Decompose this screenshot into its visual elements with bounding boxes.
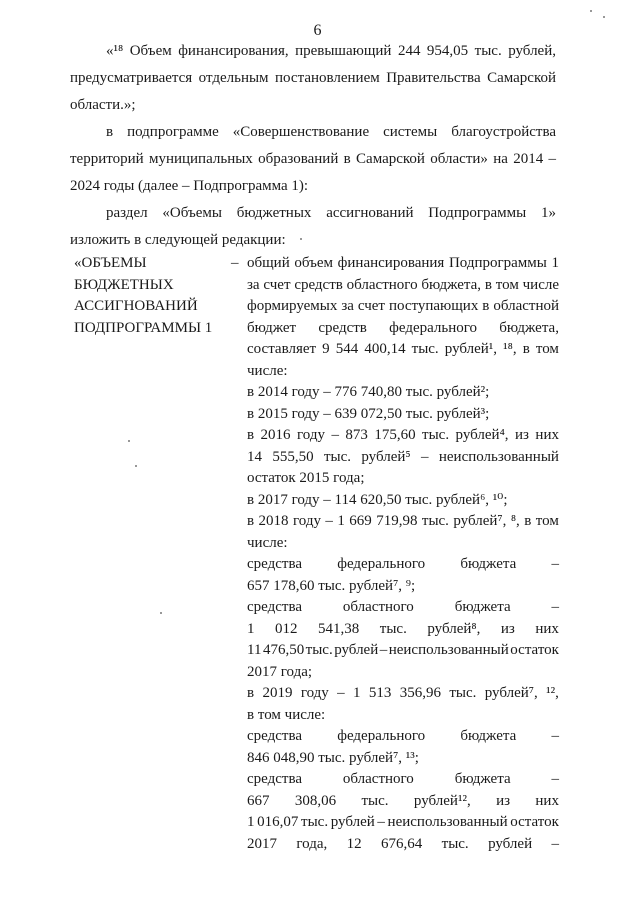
page-number: 6	[313, 22, 322, 39]
content-line: средства федерального бюджета –	[247, 728, 559, 744]
label-line: ПОДПРОГРАММЫ 1	[74, 319, 213, 336]
content-line: 2017 года, 12 676,64 тыс. рублей –	[247, 835, 559, 852]
label-line: «ОБЪЕМЫ	[74, 255, 147, 271]
content-line: числе:	[247, 534, 288, 551]
table-dash: –	[231, 255, 239, 271]
scan-speck	[135, 465, 137, 467]
content-line: в 2016 году – 873 175,60 тыс. рублей⁴, из них	[247, 427, 559, 443]
content-line: 11 476,50 тыс. рублей – неиспользованный остаток	[247, 642, 559, 658]
paragraph-subprogram	[70, 119, 556, 200]
content-line: за счет средств областного бюджета, в том числе	[247, 276, 559, 293]
content-line: в 2014 году – 776 740,80 тыс. рублей²;	[247, 384, 490, 400]
content-line: бюджет средств федерального бюджета,	[247, 319, 559, 336]
content-line: в 2015 году – 639 072,50 тыс. рублей³;	[247, 405, 490, 422]
scan-speck	[160, 612, 162, 614]
label-line: БЮДЖЕТНЫХ	[74, 276, 174, 293]
content-line: в том числе:	[247, 706, 326, 723]
scan-speck	[590, 10, 592, 12]
content-line: 657 178,60 тыс. рублей⁷, ⁹;	[247, 577, 416, 594]
content-line: 1 012 541,38 тыс. рублей⁸, из них	[247, 620, 559, 637]
content-line: числе:	[247, 362, 288, 379]
table-right-content	[247, 253, 559, 855]
content-line: 1 016,07 тыс. рублей – неиспользованный остаток	[247, 814, 559, 830]
content-line: средства областного бюджета –	[247, 599, 559, 615]
paragraph-text: раздел «Объемы бюджетных ассигнований Подпрограммы 1» изложить в следующей редакции:	[70, 205, 556, 248]
content-line: в 2019 году – 1 513 356,96 тыс. рублей⁷, ¹²,	[247, 685, 559, 701]
scan-speck	[603, 16, 605, 18]
scan-speck	[300, 238, 302, 240]
content-line: общий объем финансирования Подпрограммы 1	[247, 255, 559, 271]
content-line: 667 308,06 тыс. рублей¹², из них	[247, 792, 559, 809]
content-line: формируемых за счет поступающих в областной	[247, 298, 559, 314]
content-line: 14 555,50 тыс. рублей⁵ – неиспользованный	[247, 448, 559, 465]
paragraph-section	[70, 200, 556, 254]
content-line: средства областного бюджета –	[247, 771, 559, 787]
content-line: составляет 9 544 400,14 тыс. рублей¹, ¹⁸, в том	[247, 341, 559, 357]
label-line: АССИГНОВАНИЙ	[74, 298, 198, 314]
scan-speck	[128, 440, 130, 442]
content-line: 846 048,90 тыс. рублей⁷, ¹³;	[247, 749, 419, 766]
table-left-label	[74, 253, 234, 339]
content-line: средства федерального бюджета –	[247, 556, 559, 572]
paragraph-text: «¹⁸ Объем финансирования, превышающий 244 954,05 тыс. рублей, предусматривается отдельным постановлением Правительства Самарской области.»;	[70, 43, 556, 113]
paragraph-financing-note	[70, 38, 556, 119]
content-line: 2017 года;	[247, 663, 313, 680]
paragraph-text: в подпрограмме «Совершенствование системы благоустройства территорий муниципальных образований в Самарской области» на 2014 – 2024 годы (далее – Подпрограмма 1):	[70, 124, 556, 194]
content-line: остаток 2015 года;	[247, 470, 365, 486]
content-line: в 2018 году – 1 669 719,98 тыс. рублей⁷, ⁸, в том	[247, 513, 559, 529]
content-line: в 2017 году – 114 620,50 тыс. рублей⁶, ¹⁰;	[247, 491, 508, 508]
